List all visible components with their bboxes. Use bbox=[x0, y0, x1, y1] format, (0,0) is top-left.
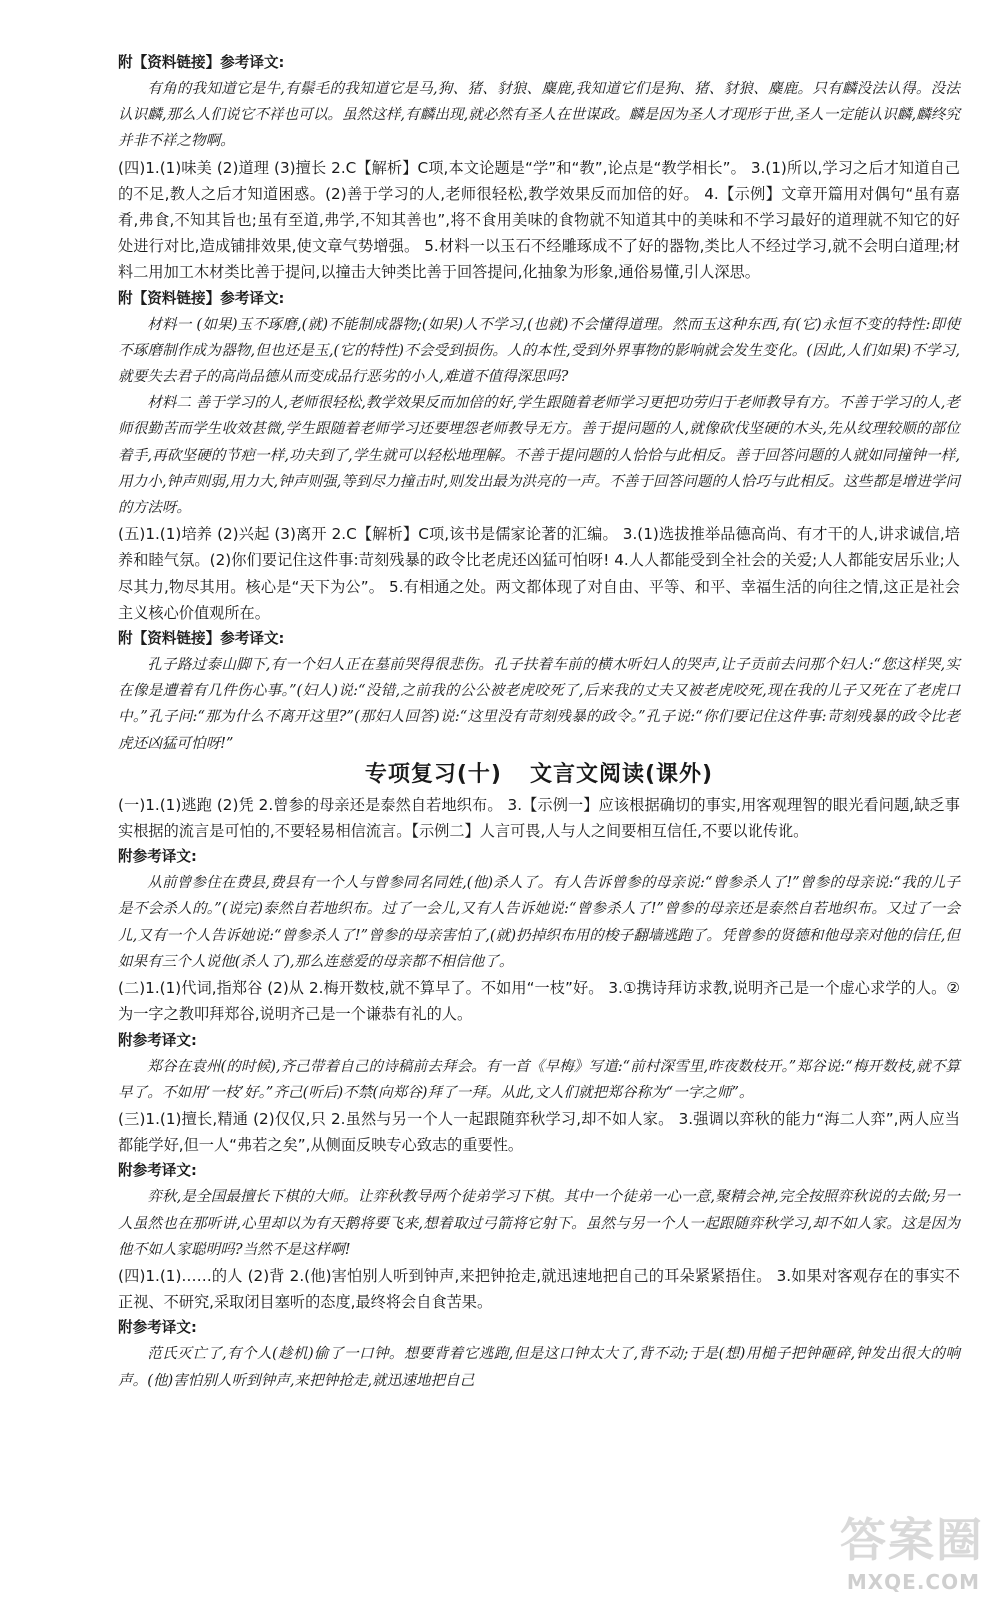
answer-paragraph: (二)1.(1)代词,指郑谷 (2)从 2.梅开数枝,就不算早了。不如用“一枝”好。 3.①携诗拜访求教,说明齐己是一个虚心求学的人。②为一字之教叩拜郑谷,说明齐己是一个谦恭有礼的人。 bbox=[118, 979, 960, 1024]
answer-paragraph: (五)1.(1)培养 (2)兴起 (3)离开 2.C【解析】C项,该书是儒家论著的汇编。 3.(1)选拔推举品德高尚、有才干的人,讲求诚信,培养和睦气氛。(2)你们要记住这件事:苛刻残暴的政令比老虎还凶猛可怕呀! 4.人人都能受到全社会的关爱;人人都能安居乐业;人尽其力,物尽其用。核心是“天下为公”。 5.有相通之处。两文都体现了对自由、平等、和平、幸福生活的向往之情,这正是社会主义核心价值观所在。 bbox=[118, 525, 960, 622]
translation-header: 附【资料链接】参考译文: bbox=[118, 630, 285, 648]
document-page bbox=[118, 50, 960, 1394]
translation-paragraph: 材料一 (如果)玉不琢磨,(就)不能制成器物;(如果)人不学习,(也就)不会懂得道理。然而玉这种东西,有(它)永恒不变的特性:即使不琢磨制作成为器物,但也还是玉,(它的特性)不会受到损伤。人的本性,受到外界事物的影响就会发生变化。(因此,人们如果)不学习,就要失去君子的高尚品德从而变成品行恶劣的小人,难道不值得深思吗? bbox=[118, 315, 960, 386]
translation-paragraph: 材料二 善于学习的人,老师很轻松,教学效果反而加倍的好,学生跟随着老师学习更把功劳归于老师教导有方。不善于学习的人,老师很勤苦而学生收效甚微,学生跟随着老师学习还要埋怨老师教导无方。善于提问题的人,就像砍伐坚硬的木头,先从纹理较顺的部位着手,再砍坚硬的节疤一样,功夫到了,学生就可以轻松地理解。不善于提问题的人恰恰与此相反。善于回答问题的人就如同撞钟一样,用力小,钟声则弱,用力大,钟声则强,等到尽力撞击时,则发出最为洪亮的一声。不善于回答问题的人恰巧与此相反。这些都是增进学问的方法呀。 bbox=[118, 394, 960, 517]
section-title-number: 专项复习(十) bbox=[364, 761, 502, 787]
watermark-url: MXQE.COM bbox=[846, 1570, 980, 1594]
translation-paragraph: 有角的我知道它是牛,有鬃毛的我知道它是马,狗、猪、豺狼、麋鹿,我知道它们是狗、猪、豺狼、麋鹿。只有麟没法认得。没法认识麟,那么人们说它不祥也可以。虽然这样,有麟出现,就必然有圣人在世谋政。麟是因为圣人才现形于世,圣人一定能认识麟,麟终究并非不祥之物啊。 bbox=[118, 80, 960, 150]
translation-paragraph: 弈秋,是全国最擅长下棋的大师。让弈秋教导两个徒弟学习下棋。其中一个徒弟一心一意,聚精会神,完全按照弈秋说的去做;另一人虽然也在那听讲,心里却以为有天鹅将要飞来,想着取过弓箭将它射下。虽然与另一个人一起跟随弈秋学习,却不如人家。这是因为他不如人家聪明吗?当然不是这样啊! bbox=[118, 1188, 960, 1258]
translation-header: 附参考译文: bbox=[118, 1319, 197, 1337]
translation-header: 附参考译文: bbox=[118, 1031, 197, 1049]
answer-paragraph: (四)1.(1)味美 (2)道理 (3)擅长 2.C【解析】C项,本文论题是“学”和“教”,论点是“教学相长”。 3.(1)所以,学习之后才知道自己的不足,教人之后才知道困惑。(2)善于学习的人,老师很轻松,教学效果反而加倍的好。 4.【示例】文章开篇用对偶句“虽有嘉肴,弗食,不知其旨也;虽有至道,弗学,不知其善也”,将不食用美味的食物就不知道其中的美味和不学习最好的道理就不知它的好处进行对比,造成铺排效果,使文章气势增强。 5.材料一以玉石不经雕琢成不了好的器物,类比人不经过学习,就不会明白道理;材料二用加工木材类比善于提问,以撞击大钟类比善于回答提问,化抽象为形象,通俗易懂,引人深思。 bbox=[118, 158, 960, 282]
answer-paragraph: (三)1.(1)擅长,精通 (2)仅仅,只 2.虽然与另一个人一起跟随弈秋学习,却不如人家。 3.强调以弈秋的能力“海二人弈”,两人应当都能学好,但一人“弗若之矣”,从侧面反映专心致志的重要性。 bbox=[118, 1109, 960, 1155]
section-title bbox=[118, 759, 960, 791]
translation-paragraph: 从前曾参住在费县,费县有一个人与曾参同名同姓,(他)杀人了。有人告诉曾参的母亲说:“曾参杀人了!”曾参的母亲说:“我的儿子是不会杀人的。”(说完)泰然自若地织布。过了一会儿,又有人告诉她说:“曾参杀人了!”曾参的母亲还是泰然自若地织布。又过了一会儿,又有一个人告诉她说:“曾参杀人了!”曾参的母亲害怕了,(就)扔掉织布用的梭子翻墙逃跑了。凭曾参的贤德和他母亲对他的信任,但如果有三个人说他(杀人了),那么连慈爱的母亲都不相信他了。 bbox=[118, 874, 960, 970]
translation-paragraph: 范氏灭亡了,有个人(趁机)偷了一口钟。想要背着它逃跑,但是这口钟太大了,背不动;于是(想)用槌子把钟砸碎,钟发出很大的响声。(他)害怕别人听到钟声,来把钟抢走,就迅速地把自己 bbox=[118, 1345, 960, 1389]
answer-paragraph: (一)1.(1)逃跑 (2)凭 2.曾参的母亲还是泰然自若地织布。 3.【示例一】应该根据确切的事实,用客观理智的眼光看问题,缺乏事实根据的流言是可怕的,不要轻易相信流言。【示例二】人言可畏,人与人之间要相互信任,不要以讹传讹。 bbox=[118, 795, 960, 841]
answer-paragraph: (四)1.(1)……的人 (2)背 2.(他)害怕别人听到钟声,来把钟抢走,就迅速地把自己的耳朵紧紧捂住。 3.如果对客观存在的事实不正视、不研究,采取闭目塞听的态度,最终将会自食苦果。 bbox=[118, 1266, 960, 1312]
translation-header: 附【资料链接】参考译文: bbox=[118, 289, 285, 307]
translation-paragraph: 孔子路过泰山脚下,有一个妇人正在墓前哭得很悲伤。孔子扶着车前的横木听妇人的哭声,让子贡前去问那个妇人:“您这样哭,实在像是遭着有几件伤心事。”(妇人)说:“没错,之前我的公公被老虎咬死了,后来我的丈夫又被老虎咬死,现在我的儿子又死在了老虎口中。”孔子问:“那为什么不离开这里?”(那妇人回答)说:“这里没有苛刻残暴的政令。”孔子说:“你们要记住这件事:苛刻残暴的政令比老虎还凶猛可怕呀!” bbox=[118, 656, 960, 752]
section-title-topic: 文言文阅读(课外) bbox=[530, 761, 714, 787]
watermark-logo bbox=[762, 1504, 994, 1596]
translation-header: 附参考译文: bbox=[118, 848, 197, 866]
translation-header: 附【资料链接】参考译文: bbox=[118, 54, 285, 71]
translation-paragraph: 郑谷在袁州(的时候),齐己带着自己的诗稿前去拜会。有一首《早梅》写道:“前村深雪里,昨夜数枝开。”郑谷说:“梅开数枝,就不算早了。不如用‘一枝’好。”齐己(听后)不禁(向郑谷)拜了一拜。从此,文人们就把郑谷称为“一字之师”。 bbox=[118, 1057, 960, 1101]
translation-header: 附参考译文: bbox=[118, 1162, 197, 1180]
watermark-text: 答案圈 bbox=[840, 1513, 984, 1567]
